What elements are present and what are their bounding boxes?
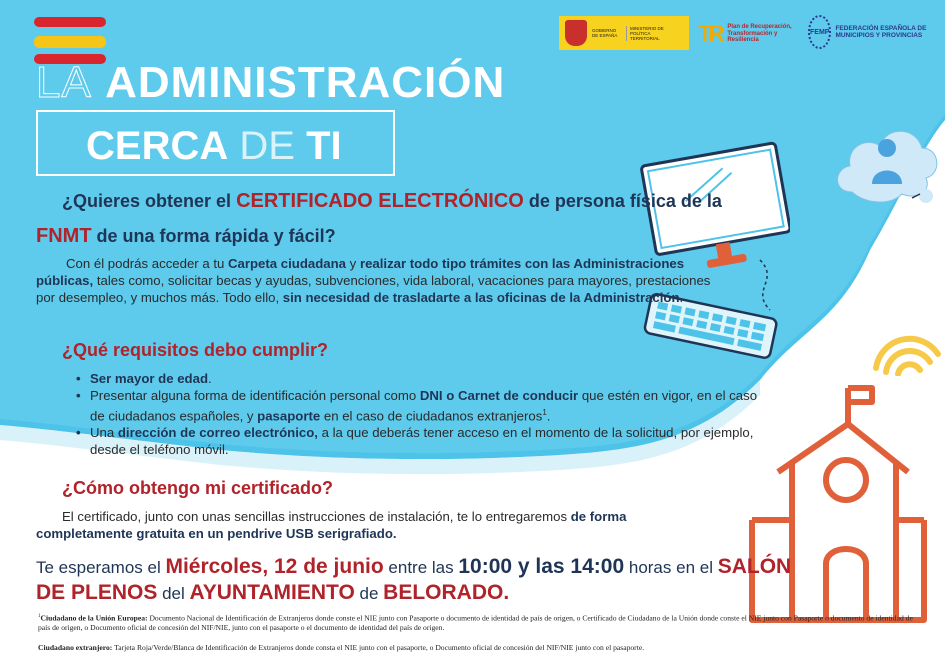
event-hours: 10:00 y las 14:00 xyxy=(458,555,625,578)
femp-mark: FEMP xyxy=(810,28,830,36)
intro-question-part5: de una forma rápida y fácil? xyxy=(91,226,336,246)
prtr-label: Plan de Recuperación, Transformación y Resiliencia xyxy=(727,24,792,44)
req-2-e: en el caso de ciudadanos extranjeros xyxy=(320,408,543,424)
femp-label: FEDERACIÓN ESPAÑOLA DE MUNICIPIOS Y PROVINCIAS xyxy=(835,24,927,39)
event-belorado: BELORADO. xyxy=(383,581,510,604)
coat-of-arms-icon xyxy=(565,20,587,46)
footnote-eu-label: Ciudadano de la Unión Europea: xyxy=(40,613,148,623)
how-text-bold: de forma completamente gratuita en un pendrive USB serigrafiado. xyxy=(36,509,627,541)
event-text-5: de xyxy=(354,584,384,603)
req-1-tail: . xyxy=(208,371,212,386)
ministerio-label: MINISTERIO DE POLÍTICA TERRITORIAL xyxy=(626,26,681,41)
req-2-sup: 1 xyxy=(542,408,547,417)
event-day: Miércoles, 12 de junio xyxy=(165,555,384,578)
req-2-c: que estén en vigor, en el caso de ciudadanos españoles, y xyxy=(90,388,758,424)
intro-paragraph xyxy=(36,255,726,306)
intro-text-1: Con él podrás acceder a tu xyxy=(66,256,229,271)
prtr-mark-icon xyxy=(698,21,721,47)
wifi-signal-icon xyxy=(868,328,944,376)
event-salon: SALÓN xyxy=(717,555,792,578)
requirements-list xyxy=(66,370,766,458)
footnote-eu-sup: 1 xyxy=(38,614,41,619)
intro-sin-necesidad: sin necesidad de trasladarte a las oficinas de la Administración xyxy=(282,290,680,305)
footnote-eu xyxy=(38,612,918,632)
event-text-1: Te esperamos el xyxy=(36,558,166,577)
subtitle-ti: TI xyxy=(306,124,342,168)
how-heading: ¿Cómo obtengo mi certificado? xyxy=(62,478,334,498)
event-ayuntamiento: AYUNTAMIENTO xyxy=(189,581,355,604)
intro-question-fnmt: FNMT xyxy=(36,225,92,247)
flag-bar-middle xyxy=(34,36,106,48)
femp-stars-icon xyxy=(808,15,831,49)
cloud-user-icon xyxy=(832,112,942,212)
list-item xyxy=(66,424,766,458)
subtitle-box xyxy=(36,110,395,176)
event-plenos: DE PLENOS xyxy=(36,581,158,604)
event-text-4: del xyxy=(157,584,190,603)
event-text-3: horas en el xyxy=(624,558,718,577)
subtitle-text xyxy=(86,126,342,166)
subtitle-cerca: CERCA xyxy=(86,124,229,168)
req-2-b: DNI o Carnet de conducir xyxy=(419,388,579,403)
req-2-a: Presentar alguna forma de identificación personal como xyxy=(90,388,420,403)
intro-question-part3: de persona física de la xyxy=(523,191,722,211)
event-line-1 xyxy=(36,555,791,579)
footnote-foreign-label: Ciudadano extranjero: xyxy=(38,643,113,652)
gobierno-logo xyxy=(559,16,689,50)
town-hall-icon xyxy=(748,380,928,625)
femp-logo xyxy=(808,14,930,50)
req-3-a: Una xyxy=(90,425,118,441)
intro-text-7: . xyxy=(679,290,684,305)
intro-carpeta: Carpeta ciudadana xyxy=(228,256,347,271)
title-la: LA xyxy=(36,58,92,107)
gobierno-label: GOBIERNO DE ESPAÑA xyxy=(592,28,618,38)
list-item xyxy=(66,370,766,387)
req-2-f: . xyxy=(546,408,551,424)
main-title xyxy=(36,58,505,108)
req-1-bold: Ser mayor de edad xyxy=(90,371,209,386)
footnote-foreign xyxy=(38,643,918,652)
event-line-2 xyxy=(36,581,509,605)
event-text-2: entre las xyxy=(383,558,459,577)
how-paragraph xyxy=(36,508,716,542)
req-3-c: a la que deberás tener acceso en el momento de la solicitud, por ejemplo, desde el teléfono móvil. xyxy=(90,425,754,458)
req-3-b: dirección de correo electrónico, xyxy=(117,425,318,441)
footnote-eu-text: Documento Nacional de Identificación de Extranjeros donde conste el NIE junto con Pasaporte o documento de identidad de país de origen, o Certificado de Ciudadano de la Unión donde conste el NIE junto con Pasaporte o documento de identidad de país de origen, o Documento oficial de concesión del NIF/NIE, junto con el pasaporte o el documento de identidad del país de origen. xyxy=(38,613,913,632)
how-text-1: El certificado, junto con unas sencillas instrucciones de instalación, te lo entregaremos xyxy=(62,509,571,524)
intro-text-5: tales como, solicitar becas y ayudas, subvenciones, vida laboral, vacaciones para mayores, prestaciones por desempleo, y muchos más. Todo ello, xyxy=(36,273,711,305)
subtitle-de: DE xyxy=(239,124,295,168)
prtr-logo xyxy=(698,20,798,48)
requirements-heading: ¿Qué requisitos debo cumplir? xyxy=(62,340,329,360)
req-2-d: pasaporte xyxy=(257,408,321,424)
intro-question xyxy=(62,190,722,213)
intro-tramites: realizar todo tipo trámites con las Administraciones públicas, xyxy=(36,256,685,288)
list-item xyxy=(66,387,766,424)
title-administracion: ADMINISTRACIÓN xyxy=(105,58,506,107)
intro-text-3: y xyxy=(346,256,360,271)
intro-question-line2 xyxy=(36,225,336,248)
intro-question-highlight: CERTIFICADO ELECTRÓNICO xyxy=(236,190,524,212)
prtr-mark: TR xyxy=(698,21,722,46)
intro-question-part1: ¿Quieres obtener el xyxy=(62,191,237,211)
footnote-foreign-text: Tarjeta Roja/Verde/Blanca de Identificación de Extranjeros donde consta el NIE junto con el pasaporte, o Documento oficial de concesión del NIF/NIE junto con el pasaporte. xyxy=(112,643,645,652)
flag-bar-top xyxy=(34,17,106,27)
